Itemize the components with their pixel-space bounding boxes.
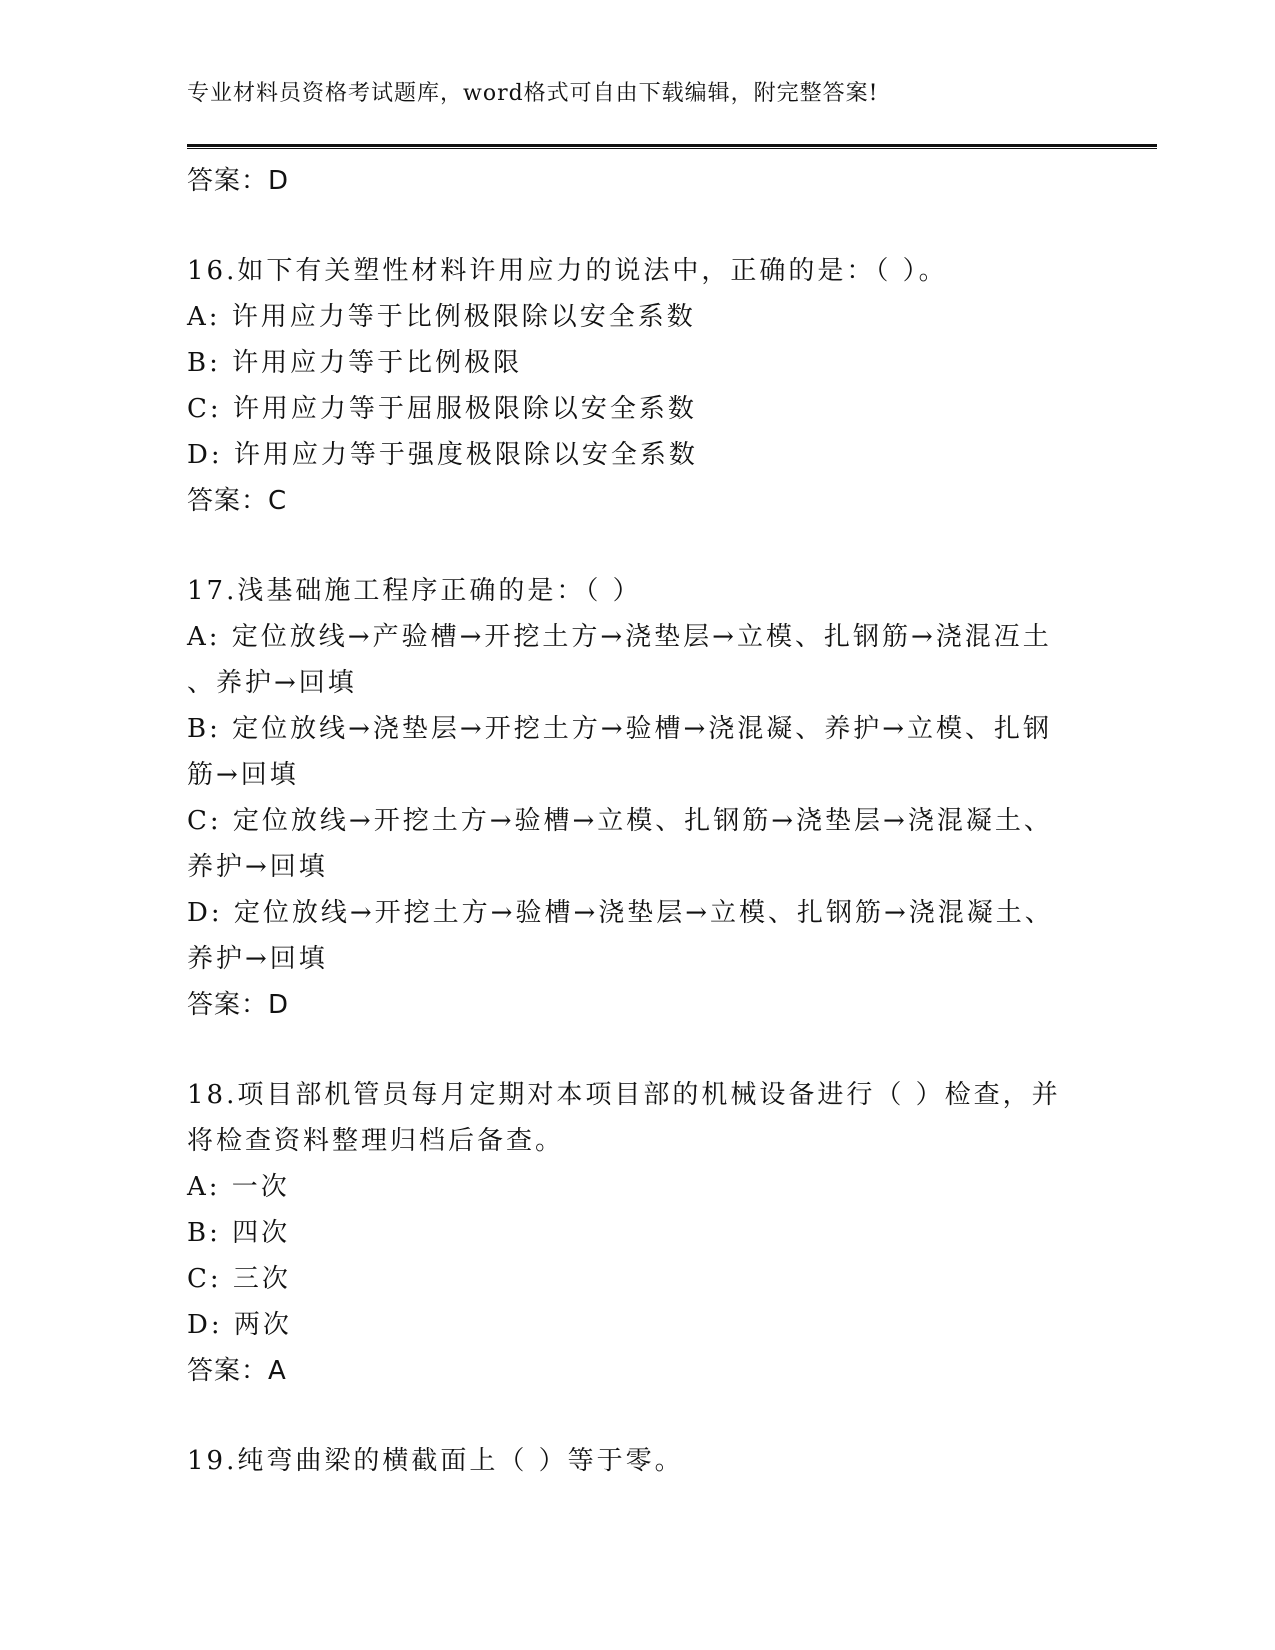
question-stem: 18.项目部机管员每月定期对本项目部的机械设备进行（ ）检查，并 (187, 1080, 1061, 1110)
option-line: 筋→回填 (187, 760, 299, 790)
answer-line: 答案：A (187, 1356, 287, 1386)
question-stem: 将检查资料整理归档后备查。 (187, 1126, 565, 1156)
option-line: C: 三次 (187, 1264, 291, 1294)
spacer (187, 204, 1087, 248)
question-stem: 19.纯弯曲梁的横截面上（ ）等于零。 (187, 1446, 684, 1476)
option-line: 养护→回填 (187, 852, 328, 882)
option-line: C: 定位放线→开挖土方→验槽→立模、扎钢筋→浇垫层→浇混凝土、 (187, 806, 1053, 836)
option-line: B: 定位放线→浇垫层→开挖土方→验槽→浇混凝、养护→立模、扎钢 (187, 714, 1053, 744)
option-line: D: 两次 (187, 1310, 292, 1340)
option-line: C: 许用应力等于屈服极限除以安全系数 (187, 394, 697, 424)
option-line: 养护→回填 (187, 944, 328, 974)
document-body (187, 158, 1087, 1484)
spacer (187, 524, 1087, 568)
question-block (187, 248, 1087, 524)
option-line: D: 定位放线→开挖土方→验槽→浇垫层→立模、扎钢筋→浇混凝土、 (187, 898, 1054, 928)
option-line: A: 定位放线→产验槽→开挖土方→浇垫层→立模、扎钢筋→浇混冱土 (187, 622, 1052, 652)
question-block (187, 1072, 1087, 1394)
spacer (187, 1028, 1087, 1072)
option-line: B: 许用应力等于比例极限 (187, 348, 523, 378)
question-block (187, 568, 1087, 1028)
option-line: A: 许用应力等于比例极限除以安全系数 (187, 302, 696, 332)
option-line: 、养护→回填 (187, 668, 357, 698)
option-line: B: 四次 (187, 1218, 291, 1248)
page-header: 专业材料员资格考试题库，word格式可自由下载编辑，附完整答案! (187, 81, 879, 106)
spacer (187, 1394, 1087, 1438)
question-block (187, 1438, 1087, 1484)
answer-line: 答案：D (187, 166, 290, 196)
option-line: D: 许用应力等于强度极限除以安全系数 (187, 440, 698, 470)
answer-line: 答案：C (187, 486, 288, 516)
question-stem: 16.如下有关塑性材料许用应力的说法中，正确的是：（ ）。 (187, 256, 948, 286)
header-rule (187, 144, 1157, 149)
option-line: A: 一次 (187, 1172, 290, 1202)
answer-line: 答案：D (187, 990, 290, 1020)
question-stem: 17.浅基础施工程序正确的是：（ ） (187, 576, 642, 606)
